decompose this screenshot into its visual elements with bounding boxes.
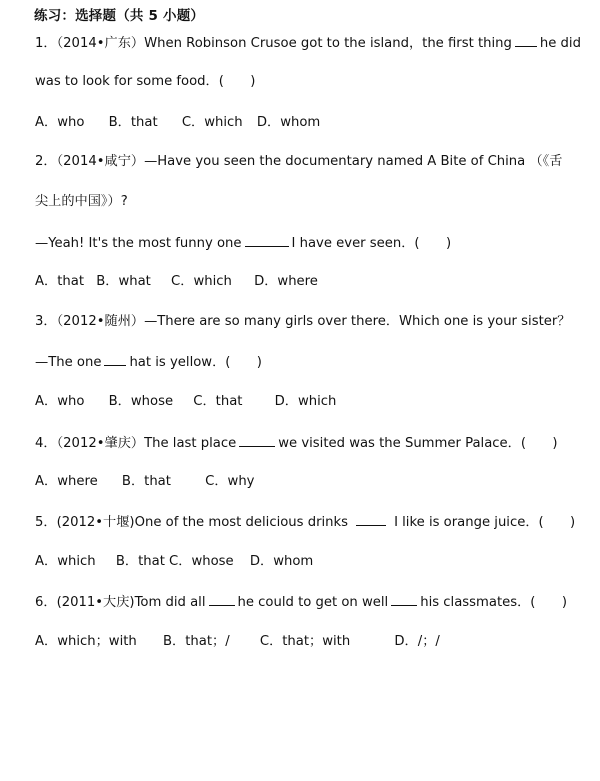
question-5-option-b-c[interactable]: B．that C．whose xyxy=(115,554,234,569)
question-4-stem-part2: we visited was the Summer Palace．( ) xyxy=(278,436,558,451)
question-4-stem xyxy=(35,434,575,453)
question-2-stem: 2．（2014•咸宁）—Have you seen the documentary named A Bite of China （《舌 xyxy=(35,154,563,169)
question-4-blank xyxy=(239,434,275,447)
question-2-option-c[interactable]: C．which xyxy=(171,274,232,289)
question-3-options xyxy=(35,393,575,411)
question-2-options xyxy=(35,273,575,291)
question-6-option-b[interactable]: B．that；/ xyxy=(163,634,230,649)
question-6-stem-part2: he could to get on well xyxy=(237,595,389,610)
question-1-option-b[interactable]: B．that xyxy=(108,115,158,130)
question-6-blank-1 xyxy=(209,593,235,606)
question-4-stem-part1: 4．（2012•肇庆）The last place xyxy=(35,436,237,451)
question-5-option-a[interactable]: A．which xyxy=(35,554,96,569)
question-2-option-d[interactable]: D．where xyxy=(254,274,318,289)
question-1-option-a[interactable]: A．who xyxy=(35,115,85,130)
question-4-options xyxy=(35,473,575,491)
question-2-reply-part1: —Yeah! It's the most funny one xyxy=(35,236,242,251)
question-5-stem-part1: 5．(2012•十堰)One of the most delicious drinks xyxy=(35,515,349,530)
question-4-option-b[interactable]: B．that xyxy=(121,474,171,489)
question-3-option-a[interactable]: A．who xyxy=(35,394,85,409)
question-5-stem xyxy=(35,513,575,532)
question-2-option-b[interactable]: B．what xyxy=(96,274,151,289)
question-3-option-d[interactable]: D．which xyxy=(274,394,337,409)
question-1-stem xyxy=(35,34,581,53)
question-5-blank xyxy=(356,513,386,526)
question-3-stem: 3．（2012•随州）—There are so many girls over there．Which one is your sister？ xyxy=(35,314,571,329)
question-3-reply-part2: hat is yellow．( ) xyxy=(129,355,262,370)
question-6-option-d[interactable]: D．/；/ xyxy=(394,634,440,649)
question-2-option-a[interactable]: A．that xyxy=(35,274,84,289)
question-2-reply xyxy=(35,234,575,253)
question-6-stem-part1: 6．(2011•大庆)Tom did all xyxy=(35,595,206,610)
question-5-stem-part2: I like is orange juice．( ) xyxy=(394,515,576,530)
question-6-option-c[interactable]: C．that；with xyxy=(259,634,351,649)
question-3-reply xyxy=(35,353,575,372)
question-1-option-d[interactable]: D．whom xyxy=(256,115,321,130)
question-2-blank xyxy=(245,234,289,247)
question-1-option-c[interactable]: C．which xyxy=(181,115,243,130)
question-3-option-b[interactable]: B．whose xyxy=(108,394,174,409)
question-2-reply-part2: I have ever seen．( ) xyxy=(291,236,452,251)
question-2-stem-line2: 尖上的中国》）? xyxy=(35,194,128,209)
question-6-options xyxy=(35,633,575,651)
question-5-option-d[interactable]: D．whom xyxy=(249,554,314,569)
question-6-option-a[interactable]: A．which；with xyxy=(35,634,137,649)
question-4-option-a[interactable]: A．where xyxy=(35,474,98,489)
question-5-options xyxy=(35,553,575,571)
section-heading: 练习：选择题（共 5 小题） xyxy=(34,8,205,24)
question-3-blank xyxy=(104,353,126,366)
question-3-reply-part1: —The one xyxy=(35,355,102,370)
question-6-stem-part3: his classmates．( ) xyxy=(420,595,567,610)
question-1-stem-part1: 1．（2014•广东）When Robinson Crusoe got to the island，the first thing xyxy=(35,36,512,51)
question-4-option-c[interactable]: C．why xyxy=(205,474,255,489)
question-3-option-c[interactable]: C．that xyxy=(193,394,243,409)
question-1-stem-line2: was to look for some food．( ) xyxy=(35,74,256,89)
question-1-stem-part2: he did xyxy=(539,36,581,51)
question-6-stem xyxy=(35,593,575,612)
question-1-options xyxy=(35,114,575,132)
question-1-blank xyxy=(515,34,537,47)
question-6-blank-2 xyxy=(391,593,417,606)
